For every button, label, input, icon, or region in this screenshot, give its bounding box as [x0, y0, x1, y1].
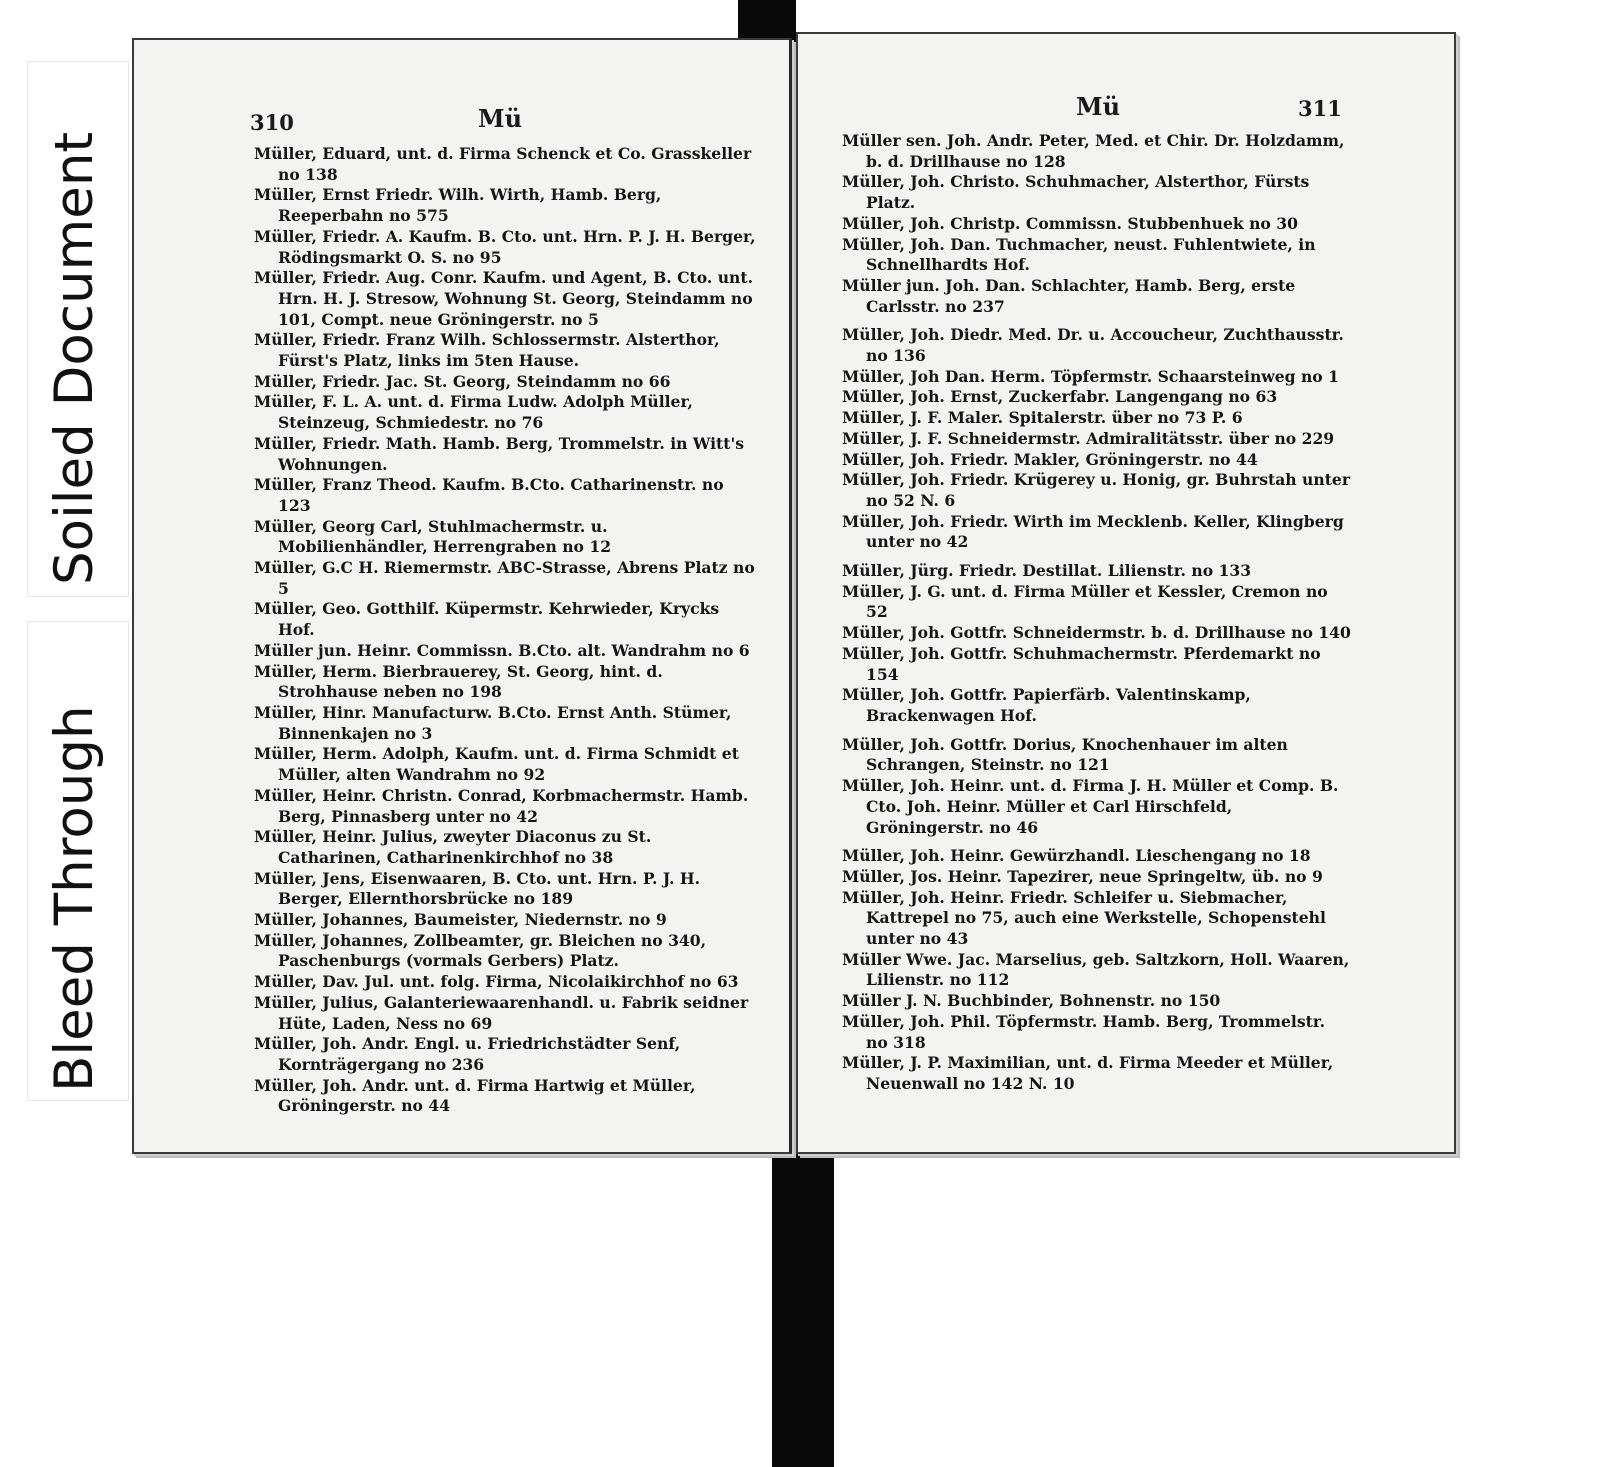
directory-entry: Müller, Joh. Heinr. Friedr. Schleifer u. Siebmacher, Kattrepel no 75, auch eine Werkstelle, Schopenstehl unter no 43	[842, 887, 1326, 949]
directory-entry: Müller, Joh. Gottfr. Dorius, Knochenhauer im alten Schrangen, Steinstr. no 121	[842, 734, 1288, 775]
left-page	[132, 38, 792, 1154]
directory-entry: Müller jun. Heinr. Commissn. B.Cto. alt. Wandrahm no 6	[254, 640, 750, 660]
directory-entry: Müller, J. F. Maler. Spitalerstr. über no 73 P. 6	[842, 408, 1243, 428]
directory-entry: Müller, Heinr. Julius, zweyter Diaconus zu St. Catharinen, Catharinenkirchhof no 38	[254, 827, 652, 867]
directory-entry: Müller, Friedr. Aug. Conr. Kaufm. und Agent, B. Cto. unt. Hrn. H. J. Stresow, Wohnung St. Georg, Steindamm no 101, Compt. neue Gröningerstr. no 5	[254, 268, 754, 329]
directory-entry: Müller, Joh. Ernst, Zuckerfabr. Langengang no 63	[842, 387, 1278, 407]
bleed-through-label: Bleed Through	[44, 705, 105, 1092]
right-page-heading: Mü	[1076, 92, 1121, 121]
right-entry-list	[842, 131, 1352, 1095]
directory-entry: Müller, Joh. Gottfr. Schuhmachermstr. Pferdemarkt no 154	[842, 643, 1321, 684]
directory-entry: Müller, J. F. Schneidermstr. Admiralitätsstr. über no 229	[842, 428, 1335, 448]
left-entry-list	[254, 144, 759, 1117]
directory-entry: Müller, Joh. Heinr. Gewürzhandl. Lieschengang no 18	[842, 846, 1311, 866]
binding-strip-bottom	[772, 1148, 834, 1467]
directory-entry: Müller, Joh. Andr. unt. d. Firma Hartwig et Müller, Gröningerstr. no 44	[254, 1075, 696, 1116]
directory-entry: Müller, Joh. Christo. Schuhmacher, Alsterthor, Fürsts Platz.	[842, 172, 1310, 213]
directory-entry: Müller J. N. Buchbinder, Bohnenstr. no 150	[842, 991, 1221, 1011]
directory-entry: Müller, Joh. Friedr. Krügerey u. Honig, gr. Buhrstah unter no 52 N. 6	[842, 470, 1351, 510]
directory-entry: Müller jun. Joh. Dan. Schlachter, Hamb. Berg, erste Carlsstr. no 237	[842, 275, 1296, 316]
directory-entry: Müller, Joh. Gottfr. Papierfärb. Valentinskamp, Brackenwagen Hof.	[842, 685, 1251, 725]
directory-entry: Müller, Joh. Friedr. Wirth im Mecklenb. Keller, Klingberg unter no 42	[842, 511, 1344, 552]
directory-entry: Müller, Friedr. A. Kaufm. B. Cto. unt. Hrn. P. J. H. Berger, Rödingsmarkt O. S. no 95	[254, 226, 756, 267]
directory-entry: Müller, Joh. Phil. Töpfermstr. Hamb. Berg, Trommelstr. no 318	[842, 1011, 1326, 1052]
directory-entry: Müller, Jens, Eisenwaaren, B. Cto. unt. Hrn. P. J. H. Berger, Ellernthorsbrücke no 189	[254, 868, 701, 909]
directory-entry: Müller, Joh. Christp. Commissn. Stubbenhuek no 30	[842, 213, 1298, 233]
left-page-heading: Mü	[478, 104, 523, 133]
directory-entry: Müller, Joh. Gottfr. Schneidermstr. b. d. Drillhause no 140	[842, 623, 1351, 643]
directory-entry: Müller, Eduard, unt. d. Firma Schenck et Co. Grasskeller no 138	[254, 144, 752, 184]
directory-entry: Müller, Franz Theod. Kaufm. B.Cto. Catharinenstr. no 123	[254, 475, 724, 515]
open-book	[126, 30, 1466, 1160]
directory-entry: Müller, Friedr. Math. Hamb. Berg, Trommelstr. in Witt's Wohnungen.	[254, 433, 745, 474]
left-page-number: 310	[250, 110, 294, 135]
directory-entry: Müller, Herm. Bierbrauerey, St. Georg, hint. d. Strohhause neben no 198	[254, 661, 663, 702]
directory-entry: Müller, Friedr. Jac. St. Georg, Steindamm no 66	[254, 371, 671, 391]
soiled-document-label: Soiled Document	[44, 131, 105, 585]
directory-entry: Müller, Joh. Diedr. Med. Dr. u. Accoucheur, Zuchthausstr. no 136	[842, 325, 1344, 366]
directory-entry: Müller, Herm. Adolph, Kaufm. unt. d. Firma Schmidt et Müller, alten Wandrahm no 92	[254, 744, 739, 785]
directory-entry: Müller, Ernst Friedr. Wilh. Wirth, Hamb. Berg, Reeperbahn no 575	[254, 185, 662, 226]
directory-entry: Müller, G.C H. Riemermstr. ABC-Strasse, Abrens Platz no 5	[254, 558, 755, 598]
directory-entry: Müller, F. L. A. unt. d. Firma Ludw. Adolph Müller, Steinzeug, Schmiedestr. no 76	[254, 392, 693, 433]
directory-entry: Müller, Friedr. Franz Wilh. Schlossermstr. Alsterthor, Fürst's Platz, links im 5ten Hause.	[254, 330, 720, 371]
directory-entry: Müller, J. G. unt. d. Firma Müller et Kessler, Cremon no 52	[842, 581, 1328, 622]
directory-entry: Müller, Julius, Galanteriewaarenhandl. u. Fabrik seidner Hüte, Laden, Ness no 69	[254, 992, 749, 1033]
directory-entry: Müller, Heinr. Christn. Conrad, Korbmachermstr. Hamb. Berg, Pinnasberg unter no 42	[254, 785, 749, 826]
directory-entry: Müller, Georg Carl, Stuhlmachermstr. u. Mobilienhändler, Herrengraben no 12	[254, 516, 612, 557]
directory-entry: Müller Wwe. Jac. Marselius, geb. Saltzkorn, Holl. Waaren, Lilienstr. no 112	[842, 949, 1350, 990]
directory-entry: Müller, Dav. Jul. unt. folg. Firma, Nicolaikirchhof no 63	[254, 972, 739, 992]
directory-entry: Müller, Hinr. Manufacturw. B.Cto. Ernst Anth. Stümer, Binnenkajen no 3	[254, 702, 732, 743]
directory-entry: Müller, Joh. Dan. Tuchmacher, neust. Fuhlentwiete, in Schnellhardts Hof.	[842, 234, 1316, 275]
right-page-number: 311	[1298, 96, 1342, 121]
directory-entry: Müller sen. Joh. Andr. Peter, Med. et Chir. Dr. Holzdamm, b. d. Drillhause no 128	[842, 131, 1345, 171]
right-page	[796, 32, 1456, 1154]
directory-entry: Müller, Jos. Heinr. Tapezirer, neue Springeltw, üb. no 9	[842, 866, 1323, 886]
directory-entry: Müller, Johannes, Zollbeamter, gr. Bleichen no 340, Paschenburgs (vormals Gerbers) Platz.	[254, 930, 707, 971]
directory-entry: Müller, Jürg. Friedr. Destillat. Lilienstr. no 133	[842, 561, 1252, 581]
directory-entry: Müller, Joh Dan. Herm. Töpfermstr. Schaarsteinweg no 1	[842, 366, 1339, 386]
directory-entry: Müller, Geo. Gotthilf. Küpermstr. Kehrwieder, Krycks Hof.	[254, 599, 720, 640]
directory-entry: Müller, Joh. Andr. Engl. u. Friedrichstädter Senf, Kornträgergang no 236	[254, 1034, 681, 1074]
directory-entry: Müller, Joh. Heinr. unt. d. Firma J. H. Müller et Comp. B. Cto. Joh. Heinr. Müller et Carl Hirschfeld, Gröningerstr. no 46	[842, 776, 1339, 837]
directory-entry: Müller, Joh. Friedr. Makler, Gröningerstr. no 44	[842, 449, 1258, 469]
directory-entry: Müller, J. P. Maximilian, unt. d. Firma Meeder et Müller, Neuenwall no 142 N. 10	[842, 1053, 1334, 1093]
directory-entry: Müller, Johannes, Baumeister, Niedernstr. no 9	[254, 910, 667, 930]
